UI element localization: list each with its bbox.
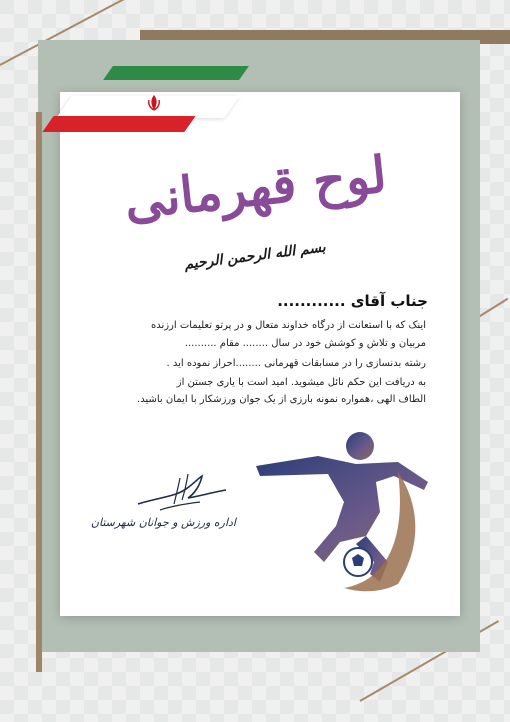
body-line-1: اینک که با استعانت از درگاه خداوند متعال و در پرتو تعلیمات ارزنده — [150, 320, 426, 331]
body-line-4: به دریافت این حکم نائل میشوید. امید است با یاری جستن از — [176, 377, 426, 388]
iran-emblem-icon — [146, 94, 162, 112]
body-line-5: الطاف الهی ،همواره نمونه بارزی از یک جوان ورزشکار با ایمان باشید. — [137, 394, 426, 405]
flag-green-band — [103, 66, 249, 80]
body-line-3: رشته بدنسازی را در مسابقات قهرمانی ........احراز نموده اید . — [166, 358, 426, 369]
flag-red-band — [42, 116, 195, 132]
signature-icon — [130, 470, 230, 516]
title-text: لوح قهرمانی — [121, 143, 389, 231]
bronze-left-strip — [36, 112, 42, 672]
basmala-calligraphy: بسم الله الرحمن الرحیم — [183, 239, 327, 273]
soccer-player-icon — [248, 412, 438, 602]
certificate-title — [121, 142, 389, 232]
body-line-2: مربیان و تلاش و کوشش خود در سال ........ مقام .......... — [184, 338, 426, 349]
organization-name: اداره ورزش و جوانان شهرستان — [90, 516, 236, 529]
recipient-greeting: جناب آقای ............ — [277, 292, 428, 310]
